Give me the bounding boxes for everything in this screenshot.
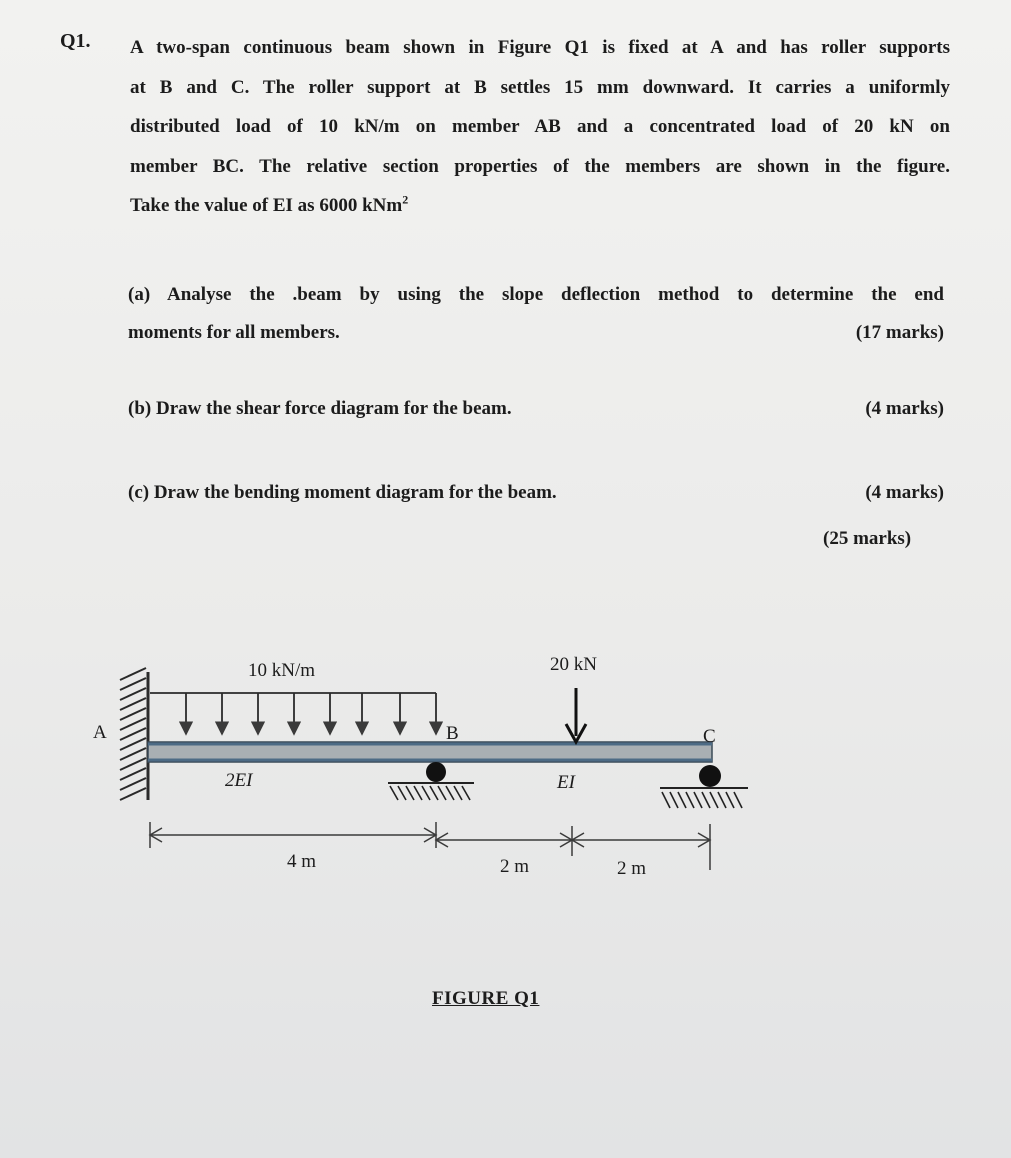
part-c-marks: (4 marks) xyxy=(865,482,944,503)
question-line-1: A two-span continuous beam shown in Figure Q1 is fixed at A and has roller supports xyxy=(130,37,950,58)
dim-b-load-label: 2 m xyxy=(500,856,530,877)
part-c-text: (c) Draw the bending moment diagram for the beam. xyxy=(128,482,557,503)
bc-property-label: EI xyxy=(557,772,575,793)
part-a-line-1: (a) Analyse the .beam by using the slope deflection method to determine the end xyxy=(128,284,944,305)
ab-property-label: 2EI xyxy=(225,770,253,791)
label-a: A xyxy=(93,722,107,743)
total-marks: (25 marks) xyxy=(823,528,912,549)
roller-support-b xyxy=(388,762,474,800)
point-load-label: 20 kN xyxy=(550,654,597,675)
label-b: B xyxy=(446,723,459,744)
fixed-support-a xyxy=(120,668,148,800)
dim-load-c-label: 2 m xyxy=(617,858,647,879)
label-c: C xyxy=(703,726,716,747)
point-load-arrow xyxy=(566,688,586,742)
udl-arrows xyxy=(150,693,436,734)
ei-value-text: Take the value of EI as 6000 kNm xyxy=(130,195,403,216)
question-line-3: distributed load of 10 kN/m on member AB and a concentrated load of 20 kN on xyxy=(130,116,950,137)
figure-caption: FIGURE Q1 xyxy=(432,988,540,1009)
part-a-marks: (17 marks) xyxy=(855,322,944,343)
ei-unit-superscript: 2 xyxy=(402,192,409,207)
question-number: Q1. xyxy=(60,30,91,52)
beam xyxy=(148,742,712,762)
question-line-2: at B and C. The roller support at B settles 15 mm downward. It carries a uniformly xyxy=(130,76,950,98)
part-b-text: (b) Draw the shear force diagram for the beam. xyxy=(128,398,512,419)
roller-support-c xyxy=(660,765,748,808)
udl-label: 10 kN/m xyxy=(248,660,316,681)
question-line-4: member BC. The relative section properties of the members are shown in the figure. xyxy=(130,155,950,177)
part-b-marks: (4 marks) xyxy=(865,398,944,419)
dim-ab-label: 4 m xyxy=(287,851,317,872)
part-a-line-2: moments for all members. xyxy=(128,322,340,343)
